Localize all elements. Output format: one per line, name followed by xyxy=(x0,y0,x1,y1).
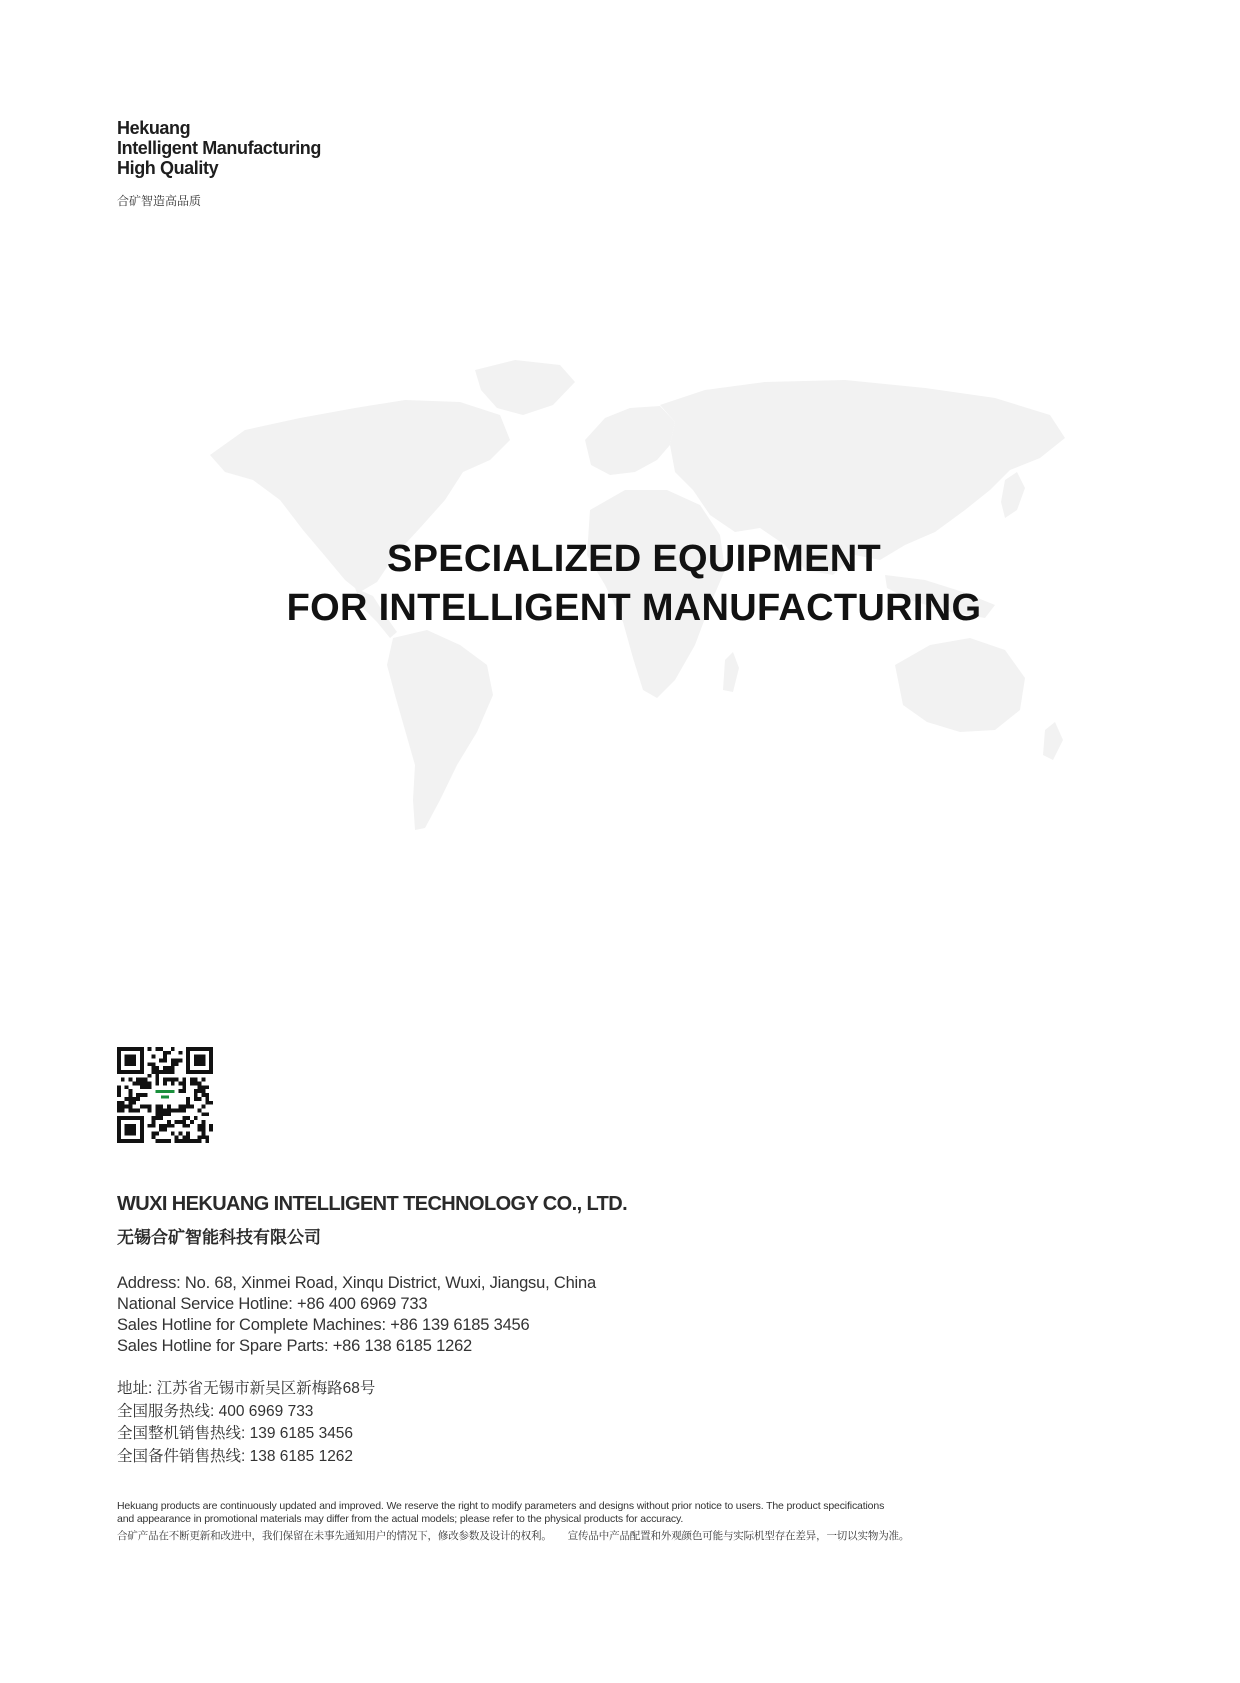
address-cn: 地址: 江苏省无锡市新吴区新梅路68号 xyxy=(117,1380,376,1397)
company-name-en: WUXI HEKUANG INTELLIGENT TECHNOLOGY CO., LTD. xyxy=(117,1193,628,1215)
contact-info-en xyxy=(117,1273,596,1357)
headline-line-2: FOR INTELLIGENT MANUFACTURING xyxy=(286,587,982,629)
disclaimer-cn xyxy=(117,1530,1097,1543)
headline xyxy=(0,535,1240,633)
disclaimer-en-line-1: Hekuang products are continuously updated and improved. We reserve the right to modify parameters and designs without prior notice to users. The product specifications xyxy=(117,1500,885,1512)
headline-line-1: SPECIALIZED EQUIPMENT xyxy=(386,538,881,580)
disclaimer-cn-part-1: 合矿产品在不断更新和改进中，我们保留在未事先通知用户的情况下，修改参数及设计的权利。 xyxy=(117,1530,552,1542)
contact-info-cn xyxy=(117,1378,375,1468)
qr-code xyxy=(117,1047,213,1143)
company-name-cn: 无锡合矿智能科技有限公司 xyxy=(117,1228,321,1247)
address-en: Address: No. 68, Xinmei Road, Xinqu District, Wuxi, Jiangsu, China xyxy=(117,1274,596,1292)
qr-finder-pattern-2 xyxy=(186,1047,213,1074)
disclaimer xyxy=(117,1500,1097,1543)
service-hotline-cn: 全国服务热线: 400 6969 733 xyxy=(117,1402,314,1420)
qr-center-logo xyxy=(152,1085,179,1104)
sales-hotline-parts-en: Sales Hotline for Spare Parts: +86 138 6185 1262 xyxy=(117,1337,473,1355)
tagline xyxy=(117,118,321,209)
company-block xyxy=(117,1193,627,1248)
sales-hotline-parts-cn: 全国备件销售热线: 138 6185 1262 xyxy=(117,1447,354,1465)
tagline-chinese: 合矿智造高品质 xyxy=(117,194,202,208)
disclaimer-cn-part-2: 宣传品中产品配置和外观颜色可能与实际机型存在差异，一切以实物为准。 xyxy=(567,1530,910,1542)
sales-hotline-machines-cn: 全国整机销售热线: 139 6185 3456 xyxy=(117,1425,354,1442)
tagline-line-1: Hekuang xyxy=(117,118,191,138)
tagline-line-2: Intelligent Manufacturing xyxy=(117,138,321,158)
disclaimer-en-line-2: and appearance in promotional materials may differ from the actual models; please refer to the physical products for accuracy. xyxy=(117,1513,684,1525)
qr-finder-pattern-1 xyxy=(117,1047,144,1074)
service-hotline-en: National Service Hotline: +86 400 6969 733 xyxy=(117,1295,428,1313)
qr-finder-pattern-3 xyxy=(117,1116,144,1143)
tagline-line-3: High Quality xyxy=(117,158,219,178)
sales-hotline-machines-en: Sales Hotline for Complete Machines: +86 139 6185 3456 xyxy=(117,1316,530,1334)
